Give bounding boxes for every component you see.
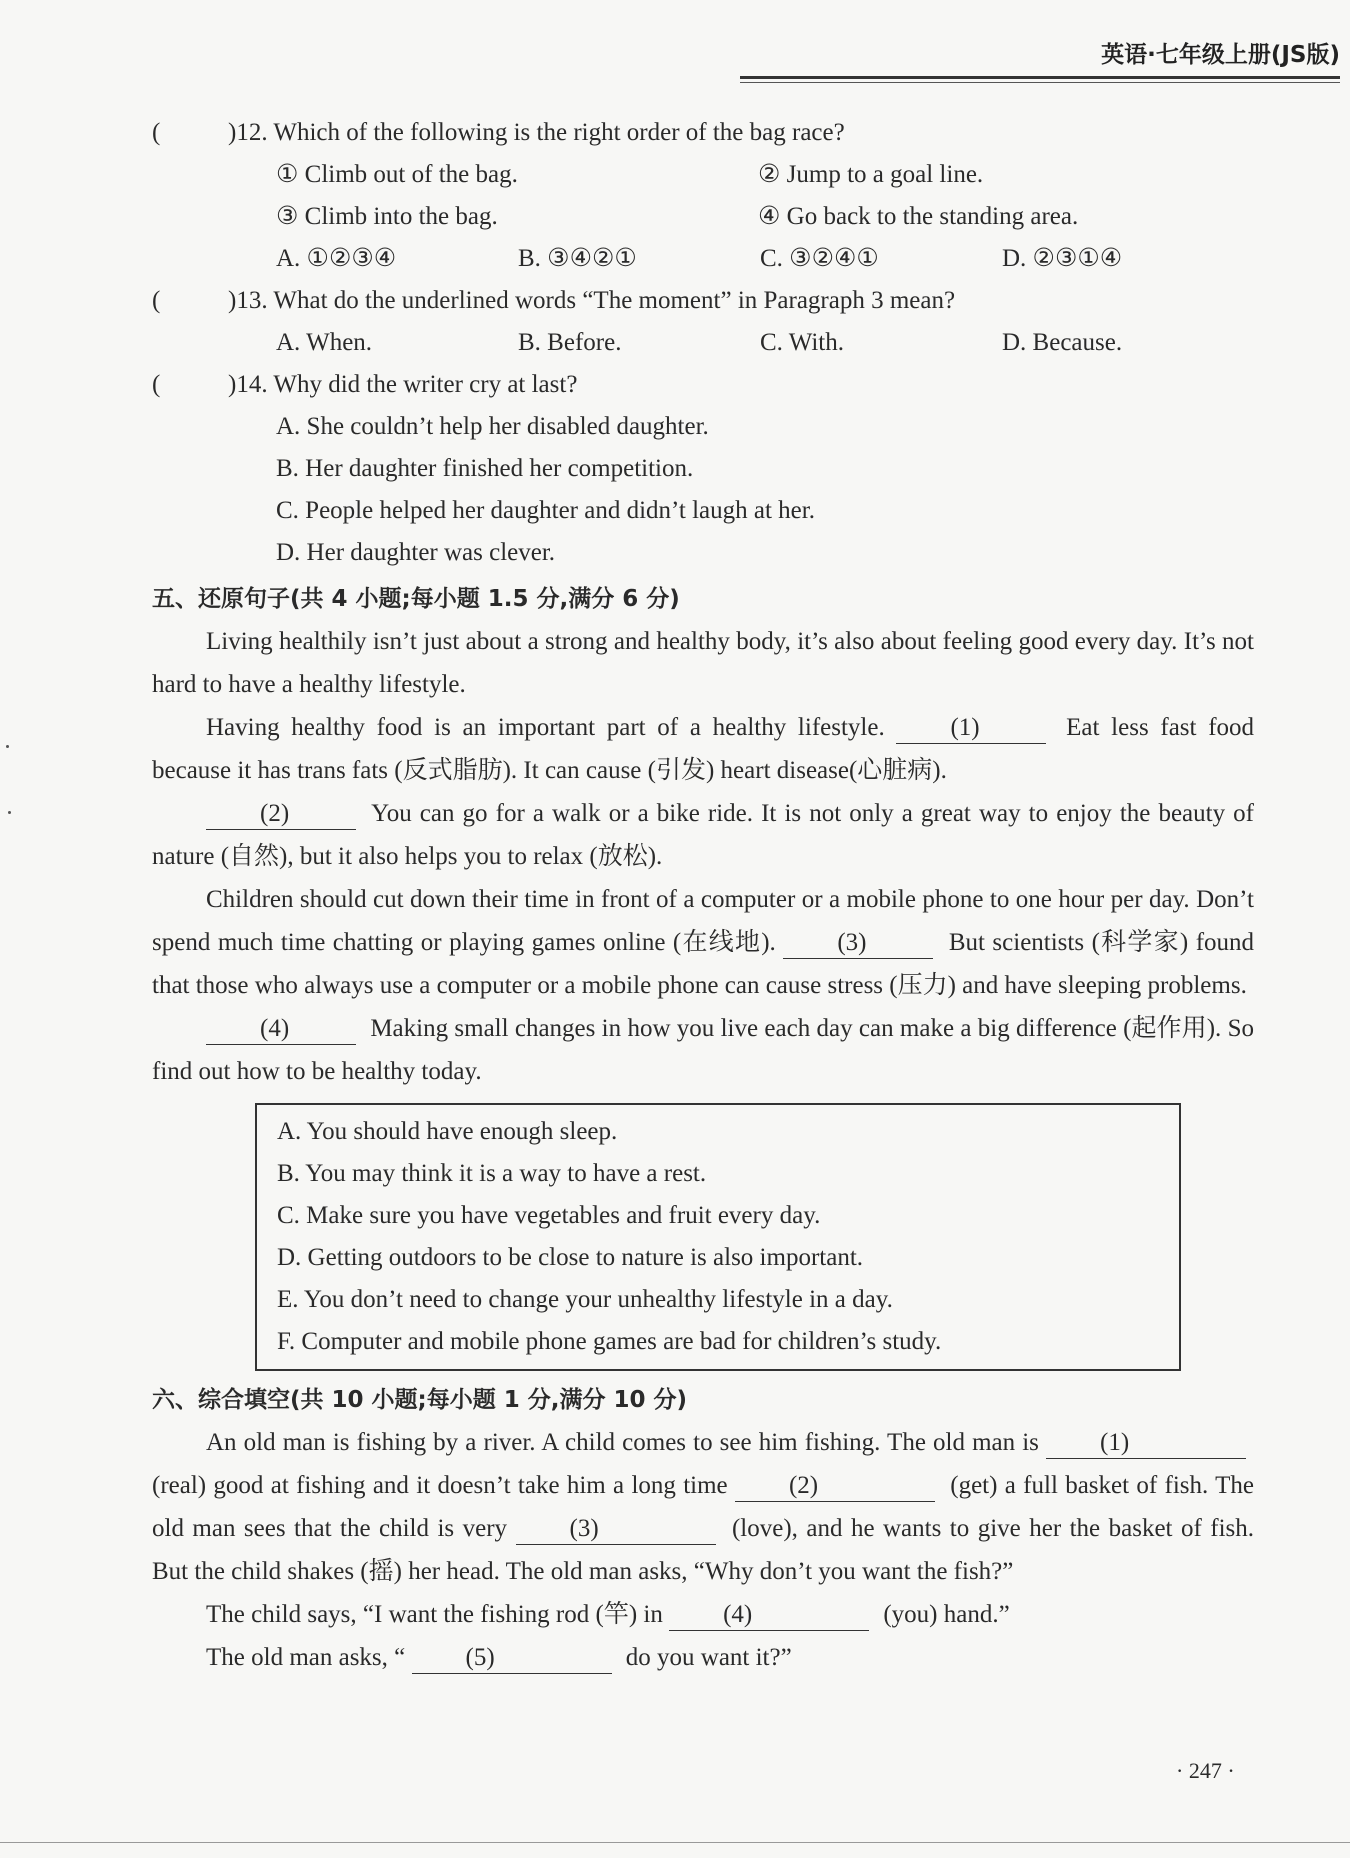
page-header: 英语·七年级上册(JS版) (1101, 42, 1340, 68)
bottom-edge (0, 1842, 1350, 1843)
option-a[interactable]: A. ①②③④ (276, 245, 397, 272)
box-option: A. You should have enough sleep. (277, 1118, 618, 1145)
option-d[interactable]: D. Her daughter was clever. (276, 539, 556, 566)
question-14 (152, 364, 1254, 574)
option-c[interactable]: C. People helped her daughter and didn’t laugh at her. (276, 497, 815, 524)
paragraph-text: But scientists (科学家) found that those who always use a computer or a mobile phone can cause stress (压力) and have sleeping problems. (152, 929, 1255, 999)
box-option: F. Computer and mobile phone games are bad for children’s study. (277, 1328, 942, 1355)
paragraph-text: Having healthy food is an important part of a healthy lifestyle. (206, 714, 885, 741)
blank-3[interactable]: (3) (783, 928, 933, 959)
paragraph (152, 706, 1254, 792)
paragraph-text: An old man is fishing by a river. A child comes to see him fishing. The old man is (206, 1429, 1039, 1456)
paragraph-text: The old man asks, “ (206, 1644, 406, 1671)
answer-bracket[interactable]: ( (152, 287, 161, 314)
step-item: ④ Go back to the standing area. (758, 203, 1079, 230)
paragraph-text: (get) a full basket of fish. The old man sees that the child is very (152, 1472, 1254, 1542)
paragraph (152, 1421, 1254, 1593)
paragraph (152, 1593, 1254, 1636)
paragraph-text: (you) hand.” (883, 1601, 1010, 1628)
paragraph-text: Making small changes in how you live each day can make a big difference (起作用). So find out how to be healthy today. (152, 1015, 1255, 1085)
option-b[interactable]: B. ③④②① (518, 245, 637, 272)
options-row (152, 238, 1254, 280)
question-text: )12. Which of the following is the right order of the bag race? (228, 119, 845, 146)
blank-2[interactable]: (2) (735, 1471, 935, 1502)
question-13 (152, 280, 1254, 364)
answer-bracket[interactable]: ( (152, 371, 161, 398)
paragraph-text: do you want it?” (625, 1644, 792, 1671)
box-option: E. You don’t need to change your unhealthy lifestyle in a day. (277, 1286, 893, 1313)
answer-bracket[interactable]: ( (152, 119, 161, 146)
option-c[interactable]: C. With. (760, 329, 844, 356)
paragraph: Living healthily isn’t just about a strong and healthy body, it’s also about feeling good every day. It’s not hard to have a healthy lifestyle. (152, 628, 1254, 698)
option-a[interactable]: A. She couldn’t help her disabled daughter. (276, 413, 709, 440)
paragraph-text: Eat less fast food because it has trans fats (反式脂肪). It can cause (引发) heart disease(心脏病). (152, 714, 1255, 784)
question-12 (152, 112, 1254, 280)
blank-4[interactable]: (4) (206, 1014, 356, 1045)
steps-row (152, 154, 1254, 196)
blank-2[interactable]: (2) (206, 799, 356, 830)
blank-5[interactable]: (5) (412, 1643, 612, 1674)
step-item: ① Climb out of the bag. (276, 161, 518, 188)
options-box (255, 1103, 1181, 1371)
blank-1[interactable]: (1) (896, 713, 1046, 744)
header-rule-thin (740, 82, 1340, 83)
page-number: · 247 · (1176, 1758, 1235, 1783)
paragraph-text: (real) good at fishing and it doesn’t take him a long time (152, 1472, 728, 1499)
option-d[interactable]: D. ②③①④ (1002, 245, 1123, 272)
blank-3[interactable]: (3) (516, 1514, 716, 1545)
scan-speck (8, 811, 11, 814)
step-item: ③ Climb into the bag. (276, 203, 498, 230)
question-text: )14. Why did the writer cry at last? (228, 371, 578, 398)
paragraph-text: Children should cut down their time in front of a computer or a mobile phone to one hour per day. Don’t spend much time chatting or playing games online (在线地). (152, 886, 1254, 956)
box-option: C. Make sure you have vegetables and fruit every day. (277, 1202, 821, 1229)
paragraph (152, 1636, 1254, 1679)
paragraph (152, 878, 1254, 1007)
paragraph (152, 1007, 1254, 1093)
blank-1[interactable]: (1) (1046, 1428, 1246, 1459)
option-d[interactable]: D. Because. (1002, 329, 1123, 356)
paragraph-text: The child says, “I want the fishing rod (竿) in (206, 1601, 663, 1628)
option-b[interactable]: B. Her daughter finished her competition. (276, 455, 694, 482)
blank-4[interactable]: (4) (669, 1600, 869, 1631)
scan-speck (6, 745, 9, 748)
page-content (152, 112, 1254, 1679)
paragraph-text: You can go for a walk or a bike ride. It is not only a great way to enjoy the beauty of nature (自然), but it also helps you to relax (放松). (152, 800, 1254, 870)
option-c[interactable]: C. ③②④① (760, 245, 879, 272)
header-rule (740, 76, 1340, 79)
section-5-title: 五、还原句子(共 4 小题;每小题 1.5 分,满分 6 分) (152, 586, 680, 612)
section-6-title: 六、综合填空(共 10 小题;每小题 1 分,满分 10 分) (152, 1387, 688, 1413)
step-item: ② Jump to a goal line. (758, 161, 984, 188)
options-row (152, 322, 1254, 364)
paragraph-text: (love), and he wants to give her the basket of fish. But the child shakes (摇) her head. The old man asks, “Why don’t you want the fish?” (152, 1515, 1254, 1585)
option-b[interactable]: B. Before. (518, 329, 622, 356)
box-option: D. Getting outdoors to be close to nature is also important. (277, 1244, 864, 1271)
question-text: )13. What do the underlined words “The moment” in Paragraph 3 mean? (228, 287, 956, 314)
option-a[interactable]: A. When. (276, 329, 373, 356)
steps-row (152, 196, 1254, 238)
box-option: B. You may think it is a way to have a rest. (277, 1160, 707, 1187)
paragraph (152, 792, 1254, 878)
